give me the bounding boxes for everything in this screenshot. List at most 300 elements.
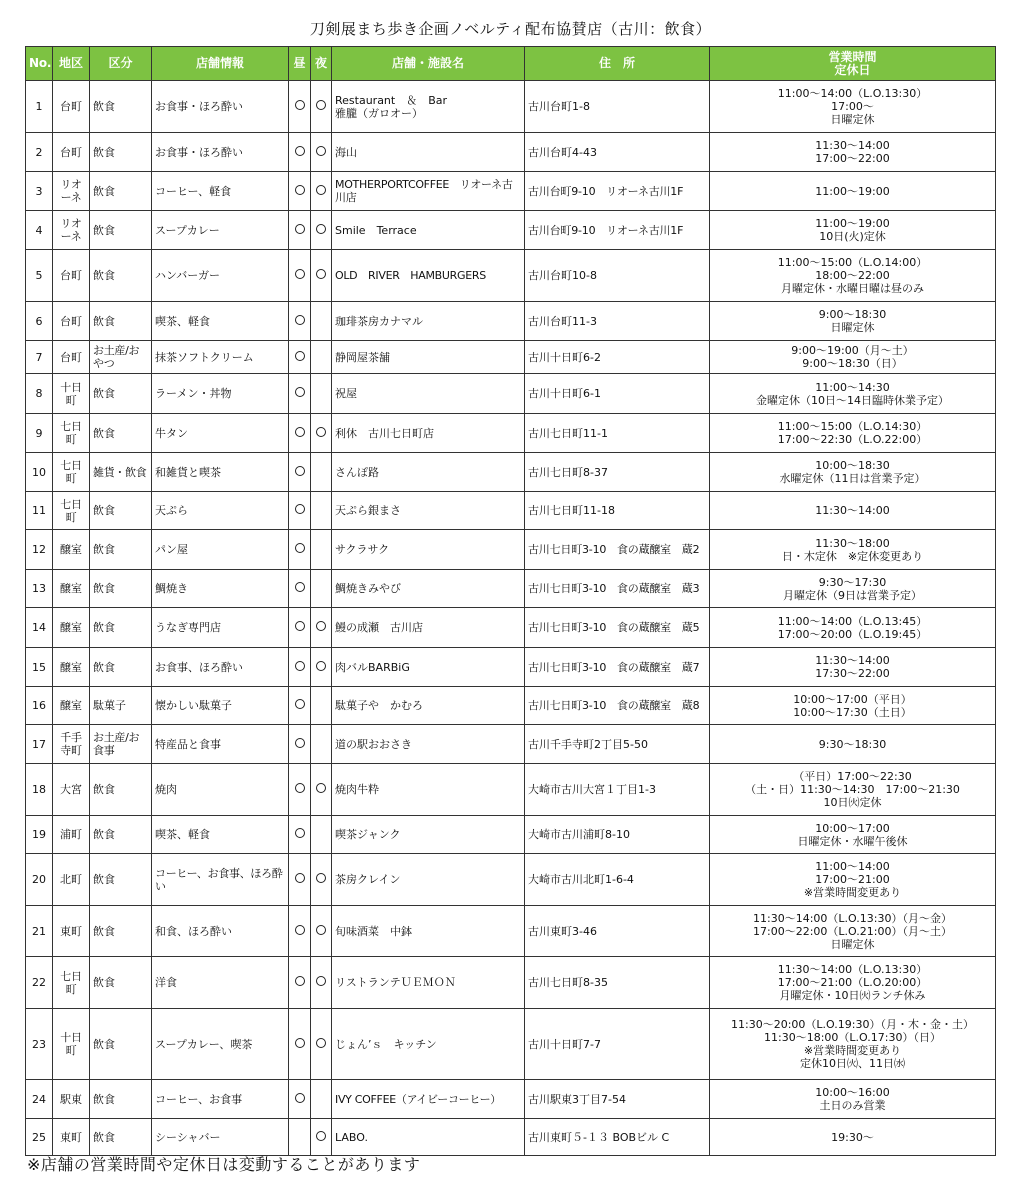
cell-info-text: 特産品と食事	[155, 737, 221, 751]
circle-mark	[316, 783, 326, 793]
cell-address-text: 古川台町9-10 リオーネ古川1F	[528, 184, 684, 198]
cell-name-text: MOTHERPORTCOFFEE リオーネ古川店	[335, 178, 513, 204]
cell-day	[289, 1009, 311, 1080]
cell-address-text: 古川台町1-8	[528, 100, 590, 113]
cell-area	[53, 341, 90, 374]
cell-hours	[710, 816, 996, 854]
cell-no	[26, 81, 53, 133]
cell-day	[289, 374, 311, 414]
cell-hours	[710, 341, 996, 374]
cell-address	[525, 957, 710, 1009]
cell-no-text: 9	[35, 426, 43, 440]
cell-name-text: さんぽ路	[335, 465, 379, 479]
table-row	[26, 854, 996, 906]
cell-hours-text: 9:00～19:00（月～土） 9:00～18:30（日）	[791, 344, 914, 370]
cell-address-text: 古川台町4-43	[528, 145, 597, 159]
circle-mark	[316, 621, 326, 631]
cell-address	[525, 414, 710, 453]
cell-info-text: コーヒー、お食事、ほろ酔い	[155, 866, 283, 893]
cell-category	[90, 133, 152, 172]
cell-info-text: パン屋	[155, 543, 188, 556]
cell-night	[311, 172, 332, 211]
cell-name	[332, 648, 525, 687]
circle-mark	[295, 661, 305, 671]
cell-no-text: 6	[35, 314, 43, 328]
cell-hours	[710, 687, 996, 725]
cell-info	[152, 687, 289, 725]
cell-category	[90, 725, 152, 764]
cell-no	[26, 816, 53, 854]
shop-rows	[26, 81, 996, 1156]
cell-no-text: 14	[32, 621, 46, 634]
cell-info	[152, 906, 289, 957]
cell-name-text: 焼肉牛粋	[335, 783, 379, 796]
cell-area-text: 七日町	[60, 459, 82, 485]
cell-area	[53, 414, 90, 453]
cell-info-text: 焼肉	[155, 783, 177, 796]
cell-day	[289, 172, 311, 211]
cell-day	[289, 133, 311, 172]
circle-mark	[316, 185, 326, 195]
cell-category	[90, 453, 152, 492]
cell-hours-text: 11:00～15:00（L.O.14:00） 18:00～22:00 月曜定休・水曜日曜は昼のみ	[777, 256, 928, 295]
cell-name	[332, 302, 525, 341]
cell-no-text: 11	[32, 504, 46, 517]
cell-name	[332, 957, 525, 1009]
cell-night	[311, 764, 332, 816]
cell-category-text: 飲食	[93, 976, 115, 989]
cell-no-text: 24	[32, 1092, 46, 1106]
cell-no-text: 7	[35, 350, 43, 364]
cell-address-text: 古川台町9-10 リオーネ古川1F	[528, 223, 684, 237]
table-header-row	[26, 47, 996, 81]
circle-mark	[316, 661, 326, 671]
cell-category	[90, 687, 152, 725]
cell-info	[152, 1009, 289, 1080]
cell-hours	[710, 725, 996, 764]
cell-night	[311, 302, 332, 341]
cell-area	[53, 453, 90, 492]
cell-name	[332, 414, 525, 453]
table-row	[26, 302, 996, 341]
cell-day	[289, 1080, 311, 1119]
cell-address-text: 古川七日町3-10 食の蔵醸室 蔵7	[528, 660, 700, 674]
cell-night	[311, 725, 332, 764]
cell-address	[525, 854, 710, 906]
cell-category	[90, 957, 152, 1009]
table-row	[26, 725, 996, 764]
cell-name	[332, 133, 525, 172]
cell-hours-text: 11:00～19:00	[815, 184, 890, 198]
cell-name-text: 茶房クレイン	[335, 873, 401, 886]
cell-day	[289, 1119, 311, 1156]
cell-no	[26, 250, 53, 302]
cell-area	[53, 81, 90, 133]
table-row	[26, 764, 996, 816]
cell-area	[53, 608, 90, 648]
cell-day	[289, 906, 311, 957]
cell-night	[311, 687, 332, 725]
cell-night	[311, 957, 332, 1009]
cell-no-text: 1	[35, 100, 43, 113]
cell-name	[332, 725, 525, 764]
circle-mark	[316, 1131, 326, 1141]
table-row	[26, 648, 996, 687]
cell-no-text: 13	[32, 582, 46, 595]
cell-day	[289, 764, 311, 816]
cell-name-text: 喫茶ジャンク	[335, 828, 401, 841]
table-row	[26, 81, 996, 133]
cell-address-text: 古川七日町11-18	[528, 504, 615, 517]
cell-no	[26, 302, 53, 341]
cell-address	[525, 608, 710, 648]
cell-area	[53, 172, 90, 211]
cell-hours	[710, 492, 996, 530]
cell-info-text: ラーメン・丼物	[155, 387, 232, 400]
circle-mark	[295, 315, 305, 325]
cell-night	[311, 211, 332, 250]
cell-hours-text: 11:00～14:00（L.O.13:45） 17:00～20:00（L.O.19:45）	[777, 614, 928, 641]
cell-name-text: 天ぷら銀まさ	[335, 504, 401, 517]
cell-area	[53, 816, 90, 854]
cell-address	[525, 906, 710, 957]
cell-name	[332, 1009, 525, 1080]
cell-name-text: IVY COFFEE（アイビーコーヒー）	[335, 1092, 502, 1106]
cell-category	[90, 172, 152, 211]
cell-name	[332, 608, 525, 648]
cell-no	[26, 341, 53, 374]
header-category: 区分	[90, 47, 152, 81]
cell-address	[525, 687, 710, 725]
cell-address	[525, 133, 710, 172]
cell-address	[525, 764, 710, 816]
cell-name-text: 静岡屋茶舗	[335, 350, 390, 364]
cell-category	[90, 570, 152, 608]
cell-address-text: 古川千手寺町2丁目5-50	[528, 737, 648, 751]
cell-area-text: 醸室	[60, 660, 82, 674]
cell-hours-text: 11:00～19:00 10日(火)定休	[815, 217, 890, 243]
cell-address	[525, 492, 710, 530]
cell-name	[332, 816, 525, 854]
cell-address-text: 古川七日町3-10 食の蔵醸室 蔵5	[528, 621, 700, 634]
cell-name-text: サクラサク	[335, 543, 390, 556]
cell-name	[332, 453, 525, 492]
cell-address	[525, 453, 710, 492]
cell-info	[152, 648, 289, 687]
cell-no	[26, 211, 53, 250]
cell-info	[152, 1119, 289, 1156]
cell-no-text: 17	[32, 737, 46, 751]
header-no: No.	[26, 47, 53, 81]
cell-no-text: 19	[32, 828, 46, 841]
footnote: ※店舗の営業時間や定休日は変動することがあります	[27, 1155, 421, 1174]
circle-mark	[316, 976, 326, 986]
cell-hours-text: 11:30～18:00 日・木定休 ※定休変更あり	[781, 536, 924, 563]
cell-night	[311, 854, 332, 906]
cell-hours	[710, 530, 996, 570]
cell-area	[53, 854, 90, 906]
cell-no-text: 4	[35, 223, 43, 237]
cell-day	[289, 608, 311, 648]
cell-address	[525, 570, 710, 608]
cell-no	[26, 1009, 53, 1080]
cell-hours-text: 11:30～14:00（L.O.13:30） 17:00～21:00（L.O.20:00） 月曜定休・10日㈫ランチ休み	[777, 963, 928, 1002]
cell-info-text: お食事、ほろ酔い	[155, 660, 243, 674]
cell-category-text: 飲食	[93, 269, 115, 282]
cell-hours-text: 10:00～17:00 日曜定休・水曜午後休	[797, 821, 908, 848]
cell-info	[152, 211, 289, 250]
circle-mark	[295, 387, 305, 397]
cell-address	[525, 81, 710, 133]
cell-area	[53, 764, 90, 816]
cell-name	[332, 81, 525, 133]
cell-category-text: 飲食	[93, 924, 115, 938]
table-row	[26, 341, 996, 374]
cell-area-text: 東町	[60, 924, 82, 938]
cell-category-text: 雑貨・飲食	[93, 465, 147, 479]
cell-info-text: 抹茶ソフトクリーム	[155, 350, 254, 364]
cell-info-text: 喫茶、軽食	[155, 314, 210, 328]
cell-name	[332, 530, 525, 570]
cell-hours	[710, 1119, 996, 1156]
cell-area	[53, 374, 90, 414]
circle-mark	[295, 621, 305, 631]
cell-hours-text: （平日）17:00～22:30 （土・日）11:30～14:30 17:00～21:30 10日㈫定休	[745, 770, 960, 809]
cell-hours	[710, 302, 996, 341]
cell-hours-text: 11:00～15:00（L.O.14:30） 17:00～22:30（L.O.22:00）	[777, 420, 928, 446]
cell-name-text: 鰻の成瀬 古川店	[335, 621, 423, 634]
cell-name-text: 駄菓子や かむろ	[335, 699, 423, 712]
cell-address	[525, 341, 710, 374]
cell-category	[90, 250, 152, 302]
header-area: 地区	[53, 47, 90, 81]
cell-name-text: OLD RIVER HAMBURGERS	[335, 269, 486, 282]
page-title: 刀剣展まち歩き企画ノベルティ配布協賛店（古川：飲食）	[309, 20, 712, 38]
cell-hours-text: 10:00～18:30 水曜定休（11日は営業予定）	[779, 459, 926, 485]
cell-day	[289, 725, 311, 764]
header-name: 店舗・施設名	[332, 47, 525, 81]
cell-area-text: 七日町	[60, 420, 82, 446]
circle-mark	[295, 146, 305, 156]
cell-no	[26, 1119, 53, 1156]
circle-mark	[316, 873, 326, 883]
cell-address-text: 大崎市古川浦町8-10	[528, 828, 630, 841]
cell-area	[53, 906, 90, 957]
cell-info-text: 和食、ほろ酔い	[155, 924, 232, 938]
cell-category	[90, 1080, 152, 1119]
table-row	[26, 957, 996, 1009]
cell-night	[311, 453, 332, 492]
cell-category	[90, 530, 152, 570]
cell-no	[26, 957, 53, 1009]
cell-hours	[710, 648, 996, 687]
cell-category	[90, 81, 152, 133]
cell-category	[90, 1009, 152, 1080]
cell-hours-text: 11:30～14:00 17:00～22:00	[815, 139, 890, 165]
cell-day	[289, 492, 311, 530]
cell-category-text: 飲食	[93, 426, 115, 440]
cell-info	[152, 1080, 289, 1119]
header-hours: 営業時間 定休日	[710, 47, 996, 81]
table-row	[26, 133, 996, 172]
cell-category-text: 飲食	[93, 621, 115, 634]
cell-category-text: 飲食	[93, 223, 115, 237]
cell-area-text: 駅東	[60, 1092, 82, 1106]
cell-address	[525, 725, 710, 764]
cell-address-text: 古川十日町6-2	[528, 350, 601, 364]
cell-no-text: 21	[32, 924, 46, 938]
table-row	[26, 906, 996, 957]
cell-day	[289, 530, 311, 570]
cell-area-text: 東町	[60, 1130, 82, 1144]
cell-night	[311, 133, 332, 172]
cell-no-text: 5	[35, 269, 43, 282]
cell-category-text: 飲食	[93, 1037, 115, 1051]
cell-category	[90, 414, 152, 453]
cell-address-text: 古川七日町8-35	[528, 976, 608, 989]
cell-no	[26, 453, 53, 492]
cell-area-text: 七日町	[60, 969, 82, 996]
cell-area	[53, 1080, 90, 1119]
cell-info	[152, 854, 289, 906]
circle-mark	[316, 1038, 326, 1048]
cell-name	[332, 687, 525, 725]
cell-address	[525, 1080, 710, 1119]
circle-mark	[295, 925, 305, 935]
cell-address-text: 古川七日町3-10 食の蔵醸室 蔵3	[528, 582, 700, 595]
cell-hours	[710, 81, 996, 133]
cell-hours	[710, 764, 996, 816]
table-row	[26, 1009, 996, 1080]
circle-mark	[295, 1038, 305, 1048]
cell-category	[90, 854, 152, 906]
cell-hours	[710, 374, 996, 414]
cell-category	[90, 374, 152, 414]
cell-info-text: お食事・ほろ酔い	[155, 145, 243, 159]
cell-no-text: 12	[32, 543, 46, 556]
cell-area	[53, 725, 90, 764]
cell-category-text: 飲食	[93, 828, 115, 841]
cell-day	[289, 414, 311, 453]
cell-area	[53, 957, 90, 1009]
cell-area-text: 台町	[60, 314, 82, 328]
cell-category-text: お土産/おやつ	[93, 344, 140, 370]
circle-mark	[316, 925, 326, 935]
cell-name	[332, 764, 525, 816]
cell-info	[152, 453, 289, 492]
cell-name	[332, 854, 525, 906]
cell-area-text: リオーネ	[60, 217, 82, 243]
cell-name-text: 道の駅おおさき	[335, 737, 412, 751]
table-row	[26, 250, 996, 302]
cell-info-text: お食事・ほろ酔い	[155, 100, 243, 113]
cell-no	[26, 648, 53, 687]
cell-night	[311, 906, 332, 957]
cell-category-text: 飲食	[93, 543, 115, 556]
cell-no	[26, 133, 53, 172]
cell-category	[90, 906, 152, 957]
header-night: 夜	[311, 47, 332, 81]
cell-area	[53, 648, 90, 687]
circle-mark	[295, 828, 305, 838]
cell-hours-text: 11:30～14:00（L.O.13:30）（月～金） 17:00～22:00（L.O.21:00）（月～土） 日曜定休	[753, 911, 952, 951]
cell-category	[90, 211, 152, 250]
cell-info-text: コーヒー、お食事	[155, 1092, 243, 1106]
cell-area	[53, 1119, 90, 1156]
cell-area-text: 大宮	[60, 783, 82, 796]
cell-name-text: Smile Terrace	[335, 223, 417, 237]
cell-no	[26, 1080, 53, 1119]
cell-hours	[710, 854, 996, 906]
cell-info	[152, 250, 289, 302]
cell-info-text: 和雑貨と喫茶	[155, 465, 221, 479]
cell-category-text: 飲食	[93, 873, 115, 886]
cell-area-text: 台町	[60, 350, 82, 364]
cell-category-text: お土産/お食事	[93, 731, 140, 757]
cell-address	[525, 1009, 710, 1080]
circle-mark	[295, 873, 305, 883]
cell-no	[26, 906, 53, 957]
cell-address-text: 古川東町５-１３ BOBビル C	[528, 1130, 670, 1144]
cell-address-text: 古川台町11-3	[528, 314, 597, 328]
cell-hours-text: 10:00～16:00 土日のみ営業	[815, 1086, 890, 1112]
cell-address	[525, 530, 710, 570]
cell-address-text: 古川台町10-8	[528, 269, 597, 282]
cell-address	[525, 302, 710, 341]
cell-no	[26, 530, 53, 570]
cell-name	[332, 211, 525, 250]
cell-address-text: 古川十日町7-7	[528, 1037, 601, 1051]
cell-address-text: 大崎市古川大宮１丁目1-3	[528, 783, 656, 796]
cell-no	[26, 414, 53, 453]
table-row	[26, 1080, 996, 1119]
cell-info-text: 鯛焼き	[155, 582, 188, 595]
cell-hours	[710, 1080, 996, 1119]
table-row	[26, 414, 996, 453]
cell-name	[332, 250, 525, 302]
cell-info	[152, 374, 289, 414]
header-address: 住 所	[525, 47, 710, 81]
cell-no-text: 3	[35, 184, 43, 198]
cell-hours-text: 11:30～14:00	[815, 504, 890, 517]
circle-mark	[295, 224, 305, 234]
cell-night	[311, 570, 332, 608]
cell-info-text: シーシャバー	[155, 1130, 221, 1144]
cell-no-text: 8	[35, 387, 43, 400]
cell-name-text: 利休 古川七日町店	[335, 426, 434, 440]
cell-category-text: 飲食	[93, 387, 115, 400]
cell-no	[26, 374, 53, 414]
cell-info	[152, 957, 289, 1009]
cell-category	[90, 341, 152, 374]
cell-no	[26, 725, 53, 764]
cell-category	[90, 1119, 152, 1156]
cell-area-text: 浦町	[60, 828, 82, 841]
cell-category-text: 飲食	[93, 184, 115, 198]
table-row	[26, 453, 996, 492]
cell-area-text: 醸室	[60, 699, 82, 712]
cell-info	[152, 302, 289, 341]
cell-address	[525, 1119, 710, 1156]
cell-hours-text: 9:30～18:30	[818, 737, 887, 751]
cell-hours	[710, 1009, 996, 1080]
cell-category-text: 飲食	[93, 314, 115, 328]
cell-name-text: 旬味酒菜 中鉢	[335, 924, 412, 938]
cell-address-text: 古川七日町3-10 食の蔵醸室 蔵2	[528, 543, 700, 556]
cell-area	[53, 133, 90, 172]
cell-info	[152, 492, 289, 530]
cell-info-text: ハンバーガー	[155, 269, 221, 282]
